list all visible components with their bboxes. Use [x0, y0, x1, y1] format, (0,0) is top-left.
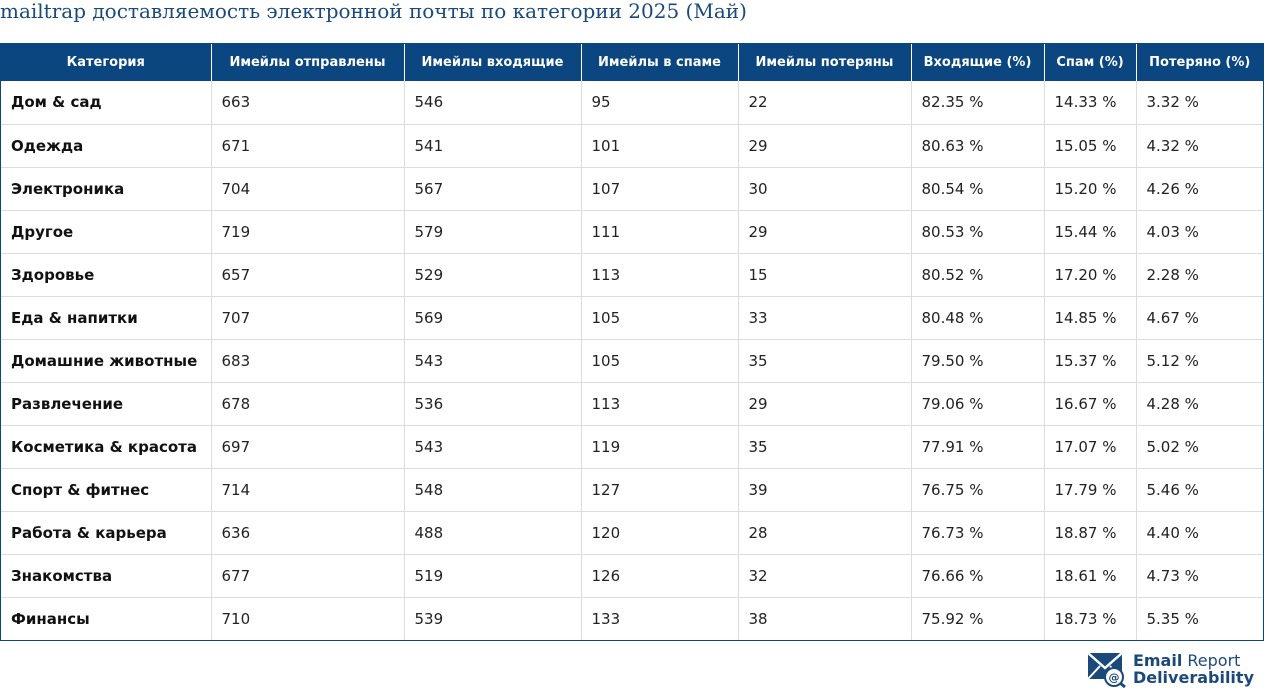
value-cell: 79.50 %: [911, 339, 1044, 382]
column-header: Имейлы отправлены: [211, 44, 404, 81]
category-cell: Другое: [1, 210, 211, 253]
column-header: Имейлы потеряны: [738, 44, 911, 81]
category-cell: Знакомства: [1, 554, 211, 597]
value-cell: 32: [738, 554, 911, 597]
value-cell: 14.85 %: [1044, 296, 1136, 339]
value-cell: 714: [211, 468, 404, 511]
value-cell: 4.32 %: [1136, 124, 1263, 167]
value-cell: 76.73 %: [911, 511, 1044, 554]
value-cell: 77.91 %: [911, 425, 1044, 468]
email-report-deliverability-logo: [1087, 650, 1254, 688]
value-cell: 488: [404, 511, 581, 554]
column-header: Входящие (%): [911, 44, 1044, 81]
value-cell: 15.37 %: [1044, 339, 1136, 382]
value-cell: 119: [581, 425, 738, 468]
value-cell: 697: [211, 425, 404, 468]
value-cell: 707: [211, 296, 404, 339]
value-cell: 548: [404, 468, 581, 511]
value-cell: 663: [211, 81, 404, 124]
value-cell: 4.28 %: [1136, 382, 1263, 425]
table-row: [1, 554, 1263, 597]
value-cell: 579: [404, 210, 581, 253]
column-header: Спам (%): [1044, 44, 1136, 81]
category-cell: Дом & сад: [11, 93, 102, 112]
value-cell: 76.75 %: [911, 468, 1044, 511]
table-row: [1, 468, 1263, 511]
value-cell: 4.03 %: [1136, 210, 1263, 253]
category-cell: Здоровье: [1, 253, 211, 296]
value-cell: 529: [404, 253, 581, 296]
value-cell: 677: [211, 554, 404, 597]
value-cell: 671: [211, 124, 404, 167]
column-header: Потеряно (%): [1136, 44, 1263, 81]
value-cell: 683: [211, 339, 404, 382]
category-cell: Финансы: [1, 597, 211, 640]
value-cell: 35: [738, 425, 911, 468]
value-cell: 710: [211, 597, 404, 640]
value-cell: 29: [738, 382, 911, 425]
value-cell: 80.53 %: [911, 210, 1044, 253]
table-row: [1, 296, 1263, 339]
category-cell: Косметика & красота: [1, 425, 211, 468]
value-cell: 39: [738, 468, 911, 511]
value-cell: 76.66 %: [911, 554, 1044, 597]
value-cell: 113: [581, 382, 738, 425]
svg-text:@: @: [1108, 671, 1120, 684]
value-cell: 18.73 %: [1044, 597, 1136, 640]
value-cell: 105: [581, 296, 738, 339]
value-cell: 35: [738, 339, 911, 382]
table-row: [1, 511, 1263, 554]
value-cell: 543: [404, 425, 581, 468]
column-header: Категория: [1, 44, 211, 81]
category-cell: Работа & карьера: [1, 511, 211, 554]
value-cell: 111: [581, 210, 738, 253]
table-row: [1, 124, 1263, 167]
value-cell: 33: [738, 296, 911, 339]
value-cell: 536: [404, 382, 581, 425]
value-cell: 17.79 %: [1044, 468, 1136, 511]
table-row: [1, 339, 1263, 382]
value-cell: 657: [211, 253, 404, 296]
table-row: [1, 210, 1263, 253]
value-cell: 4.40 %: [1136, 511, 1263, 554]
table-row: [1, 253, 1263, 296]
value-cell: 5.12 %: [1136, 339, 1263, 382]
value-cell: 15.05 %: [1044, 124, 1136, 167]
value-cell: 704: [211, 167, 404, 210]
category-cell: Спорт & фитнес: [1, 468, 211, 511]
table-header-row: [1, 44, 1263, 81]
value-cell: 95: [581, 81, 738, 124]
value-cell: 2.28 %: [1136, 253, 1263, 296]
value-cell: 29: [738, 124, 911, 167]
value-cell: 38: [738, 597, 911, 640]
value-cell: 133: [581, 597, 738, 640]
value-cell: 5.02 %: [1136, 425, 1263, 468]
value-cell: 18.87 %: [1044, 511, 1136, 554]
value-cell: 17.07 %: [1044, 425, 1136, 468]
value-cell: 5.46 %: [1136, 468, 1263, 511]
table-row: [1, 597, 1263, 640]
envelope-at-icon: [1087, 650, 1127, 688]
logo-deliverability-word: Deliverability: [1132, 668, 1254, 687]
value-cell: 101: [581, 124, 738, 167]
value-cell: 636: [211, 511, 404, 554]
category-cell: Электроника: [1, 167, 211, 210]
value-cell: 4.73 %: [1136, 554, 1263, 597]
value-cell: 567: [404, 167, 581, 210]
value-cell: 14.33 %: [1044, 81, 1136, 124]
table-row: [1, 167, 1263, 210]
value-cell: 16.67 %: [1044, 382, 1136, 425]
value-cell: 28: [738, 511, 911, 554]
value-cell: 519: [404, 554, 581, 597]
value-cell: 4.26 %: [1136, 167, 1263, 210]
value-cell: 105: [581, 339, 738, 382]
value-cell: 719: [211, 210, 404, 253]
column-header: Имейлы в спаме: [581, 44, 738, 81]
value-cell: 5.35 %: [1136, 597, 1263, 640]
value-cell: 79.06 %: [911, 382, 1044, 425]
value-cell: 17.20 %: [1044, 253, 1136, 296]
value-cell: 113: [581, 253, 738, 296]
column-header: Имейлы входящие: [404, 44, 581, 81]
value-cell: 15: [738, 253, 911, 296]
value-cell: 569: [404, 296, 581, 339]
value-cell: 80.54 %: [911, 167, 1044, 210]
logo-report-word: Report: [1182, 651, 1241, 670]
value-cell: 3.32 %: [1136, 81, 1263, 124]
value-cell: 80.63 %: [911, 124, 1044, 167]
value-cell: 80.52 %: [911, 253, 1044, 296]
value-cell: 75.92 %: [911, 597, 1044, 640]
value-cell: 15.44 %: [1044, 210, 1136, 253]
value-cell: 120: [581, 511, 738, 554]
value-cell: 22: [738, 81, 911, 124]
value-cell: 4.67 %: [1136, 296, 1263, 339]
value-cell: 15.20 %: [1044, 167, 1136, 210]
value-cell: 678: [211, 382, 404, 425]
category-cell: Еда & напитки: [1, 296, 211, 339]
deliverability-table: [0, 43, 1264, 641]
value-cell: 546: [404, 81, 581, 124]
category-cell: Домашние животные: [1, 339, 211, 382]
table-row: [1, 382, 1263, 425]
table-row: [1, 425, 1263, 468]
value-cell: 543: [404, 339, 581, 382]
category-cell: Одежда: [1, 124, 211, 167]
value-cell: 107: [581, 167, 738, 210]
table-body: [1, 81, 1263, 640]
value-cell: 18.61 %: [1044, 554, 1136, 597]
page-title: mailtrap доставляемость электронной почты по категории 2025 (Май): [0, 0, 747, 23]
value-cell: 539: [404, 597, 581, 640]
value-cell: 80.48 %: [911, 296, 1044, 339]
value-cell: 29: [738, 210, 911, 253]
value-cell: 82.35 %: [911, 81, 1044, 124]
logo-email-word: Email: [1132, 651, 1183, 670]
value-cell: 30: [738, 167, 911, 210]
value-cell: 127: [581, 468, 738, 511]
category-cell: Развлечение: [1, 382, 211, 425]
table-row: [1, 81, 1263, 124]
value-cell: 126: [581, 554, 738, 597]
value-cell: 541: [404, 124, 581, 167]
